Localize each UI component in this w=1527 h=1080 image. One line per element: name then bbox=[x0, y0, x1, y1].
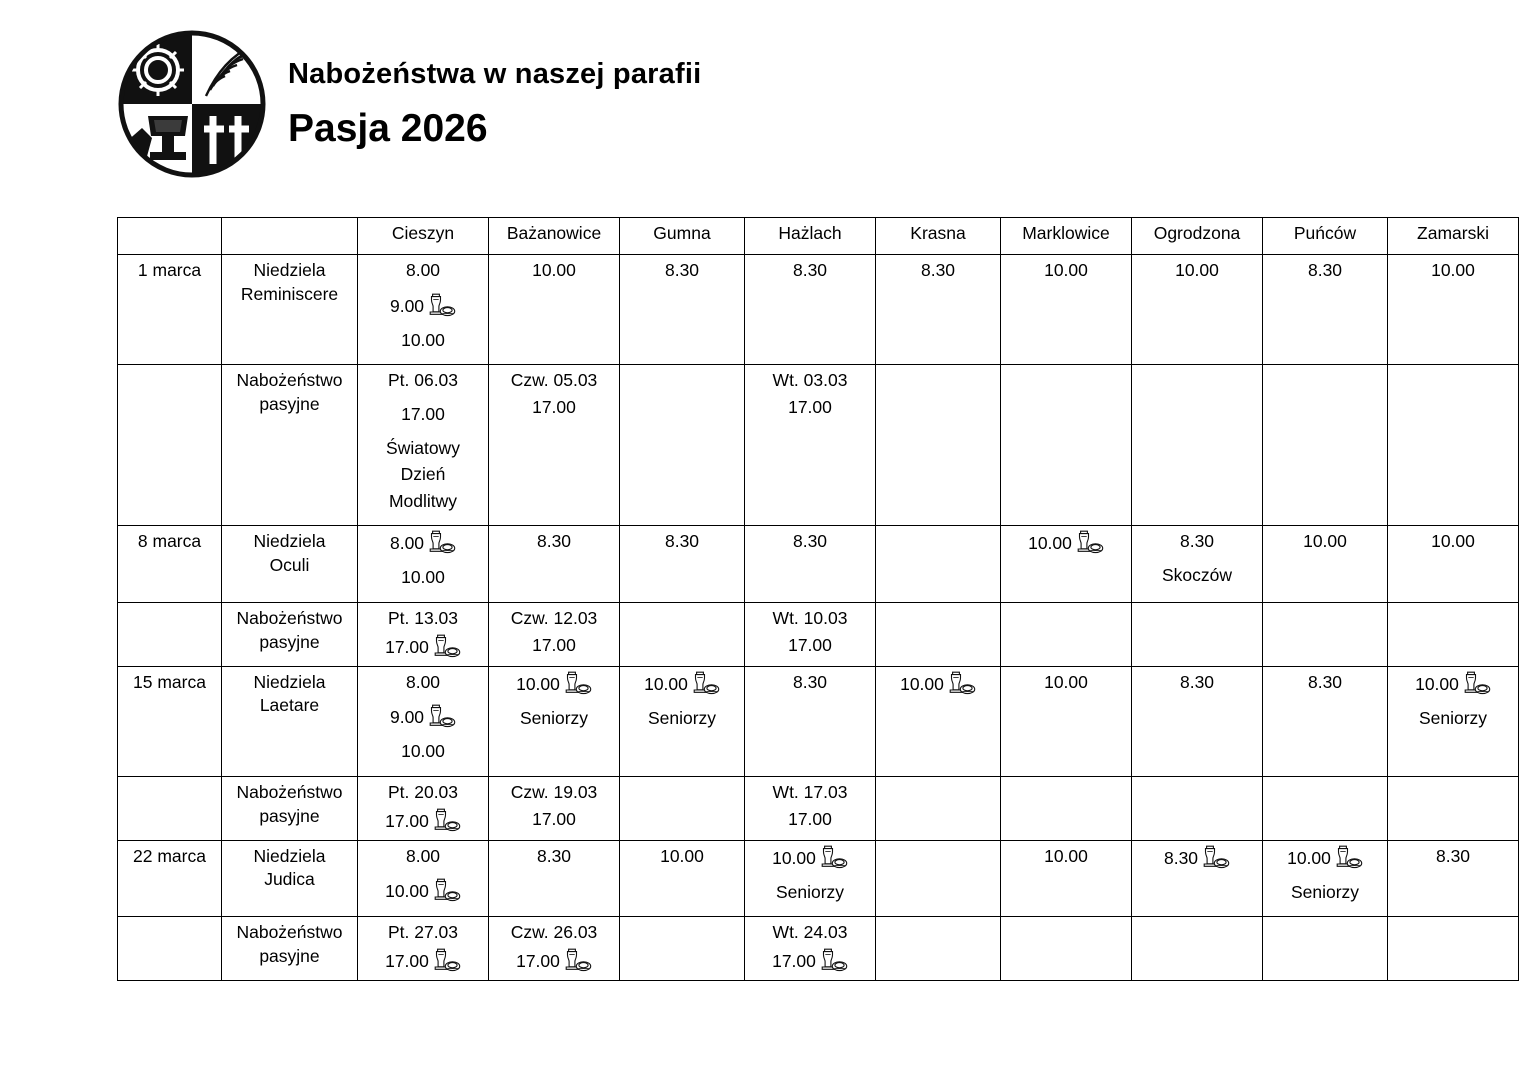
header-cell-marklowice: Marklowice bbox=[1001, 218, 1132, 255]
cell-line: Niedziela bbox=[253, 531, 326, 552]
cell-line bbox=[1390, 845, 1516, 869]
communion-cup-icon bbox=[431, 808, 461, 834]
cell-ogrodzona bbox=[1132, 365, 1263, 526]
cell-line-text: Skoczów bbox=[1161, 565, 1233, 585]
cell-line bbox=[360, 921, 486, 945]
cell-hazlach bbox=[745, 776, 876, 840]
cell-bazanowice bbox=[489, 840, 620, 917]
cell-line bbox=[360, 740, 486, 764]
cell-cieszyn bbox=[358, 917, 489, 981]
cell-line-text: Pt. 27.03 bbox=[387, 922, 459, 943]
page-subtitle: Nabożeństwa w naszej parafii bbox=[288, 58, 702, 91]
cell-date bbox=[118, 603, 222, 667]
cell-line-text: Wt. 17.03 bbox=[772, 781, 848, 802]
communion-cup-icon bbox=[426, 530, 456, 556]
cell-line bbox=[1265, 845, 1385, 871]
cell-line bbox=[491, 781, 617, 805]
communion-cup-icon bbox=[562, 948, 592, 974]
header-cell-gumna: Gumna bbox=[620, 218, 745, 255]
cell-puncow bbox=[1263, 365, 1388, 526]
cell-line-text: 17.00 bbox=[385, 810, 429, 831]
cell-line bbox=[747, 369, 873, 393]
cell-line-text: Pt. 06.03 bbox=[387, 370, 459, 391]
cell-line bbox=[491, 845, 617, 869]
cell-line-text: 10.00 bbox=[532, 260, 576, 280]
cell-cieszyn bbox=[358, 776, 489, 840]
cell-bazanowice bbox=[489, 776, 620, 840]
header-cell-krasna: Krasna bbox=[876, 218, 1001, 255]
cell-marklowice bbox=[1001, 365, 1132, 526]
cell-puncow bbox=[1263, 603, 1388, 667]
cell-line bbox=[1265, 530, 1385, 554]
cell-line bbox=[1134, 530, 1260, 554]
cell-line-text: 17.00 bbox=[788, 808, 832, 829]
cell-date: 15 marca bbox=[118, 666, 222, 776]
cell-line-text: 9.00 bbox=[389, 295, 425, 316]
cell-line: pasyjne bbox=[259, 945, 320, 966]
cell-line-text: 8.30 bbox=[792, 671, 828, 692]
header-cell-kind bbox=[222, 218, 358, 255]
cell-line-text: 8.00 bbox=[405, 260, 441, 280]
cell-line bbox=[1134, 564, 1260, 588]
cell-line bbox=[360, 293, 486, 319]
cell-line bbox=[747, 671, 873, 695]
communion-cup-icon bbox=[426, 704, 456, 730]
cell-line: Reminiscere bbox=[240, 283, 339, 304]
cell-line bbox=[1003, 671, 1129, 695]
communion-cup-icon bbox=[431, 878, 461, 904]
communion-cup-icon bbox=[690, 671, 720, 697]
cell-date bbox=[118, 365, 222, 526]
parish-logo-icon bbox=[118, 30, 266, 178]
cell-gumna bbox=[620, 776, 745, 840]
cell-line bbox=[360, 463, 486, 487]
cell-line bbox=[360, 566, 486, 590]
cell-line-text: 8.30 bbox=[792, 260, 828, 280]
cell-line bbox=[360, 369, 486, 393]
cell-puncow bbox=[1263, 666, 1388, 776]
communion-cup-icon bbox=[818, 948, 848, 974]
header-cell-hazlach: Hażlach bbox=[745, 218, 876, 255]
cell-bazanowice bbox=[489, 917, 620, 981]
cell-line-text: Dzień bbox=[400, 464, 446, 485]
cell-line-text: 10.00 bbox=[1287, 847, 1331, 868]
cell-bazanowice bbox=[489, 526, 620, 603]
cell-line-text: Seniorzy bbox=[1290, 881, 1360, 902]
cell-service-kind bbox=[222, 603, 358, 667]
cell-ogrodzona bbox=[1132, 917, 1263, 981]
cell-hazlach bbox=[745, 526, 876, 603]
cell-line bbox=[878, 259, 998, 283]
cell-line-text: Wt. 03.03 bbox=[772, 370, 848, 391]
table-body bbox=[118, 255, 1519, 981]
cell-line-text: 8.00 bbox=[405, 671, 441, 692]
cell-puncow bbox=[1263, 776, 1388, 840]
cell-line bbox=[491, 707, 617, 731]
cell-line bbox=[360, 671, 486, 695]
cell-service-kind bbox=[222, 840, 358, 917]
cell-hazlach bbox=[745, 666, 876, 776]
cell-line-text: 10.00 bbox=[1431, 531, 1475, 552]
cell-line bbox=[360, 259, 486, 283]
cell-line-text: 10.00 bbox=[1431, 260, 1475, 280]
cell-line bbox=[1265, 881, 1385, 905]
schedule-table bbox=[117, 217, 1519, 981]
cell-line-text: Seniorzy bbox=[775, 881, 845, 902]
cell-hazlach bbox=[745, 840, 876, 917]
cell-ogrodzona bbox=[1132, 255, 1263, 365]
cell-line-text: Wt. 10.03 bbox=[772, 608, 848, 628]
cell-line bbox=[491, 530, 617, 554]
cell-gumna bbox=[620, 255, 745, 365]
cell-line-text: Modlitwy bbox=[388, 490, 458, 511]
cell-line bbox=[747, 259, 873, 283]
cell-line bbox=[360, 634, 486, 660]
cell-line bbox=[747, 948, 873, 974]
cell-service-kind bbox=[222, 365, 358, 526]
communion-cup-icon bbox=[818, 845, 848, 871]
cell-line bbox=[491, 396, 617, 420]
cell-krasna bbox=[876, 917, 1001, 981]
cell-zamarski bbox=[1388, 666, 1519, 776]
cell-line-text: 8.30 bbox=[664, 260, 700, 280]
cell-line-text: 17.00 bbox=[532, 396, 576, 417]
table-row bbox=[118, 365, 1519, 526]
table-row bbox=[118, 776, 1519, 840]
cell-puncow bbox=[1263, 526, 1388, 603]
cell-line bbox=[360, 329, 486, 353]
cell-line bbox=[360, 878, 486, 904]
cell-line bbox=[747, 808, 873, 832]
page-title: Pasja 2026 bbox=[288, 106, 488, 150]
cell-ogrodzona bbox=[1132, 603, 1263, 667]
cell-gumna bbox=[620, 603, 745, 667]
cell-krasna bbox=[876, 526, 1001, 603]
cell-line bbox=[491, 607, 617, 631]
cell-gumna bbox=[620, 666, 745, 776]
communion-cup-icon bbox=[946, 671, 976, 697]
cell-service-kind bbox=[222, 776, 358, 840]
cell-line: Laetare bbox=[259, 695, 320, 716]
table-row bbox=[118, 666, 1519, 776]
cell-line-text: 10.00 bbox=[1175, 260, 1219, 280]
cell-line: Niedziela bbox=[253, 845, 326, 866]
cell-cieszyn bbox=[358, 255, 489, 365]
cell-line-text: 8.30 bbox=[1179, 671, 1215, 692]
cell-line-text: 17.00 bbox=[788, 396, 832, 417]
cell-bazanowice bbox=[489, 255, 620, 365]
cell-ogrodzona bbox=[1132, 776, 1263, 840]
cell-line bbox=[1134, 671, 1260, 695]
cell-line-text: 8.30 bbox=[920, 260, 956, 280]
cell-cieszyn bbox=[358, 840, 489, 917]
communion-cup-icon bbox=[426, 293, 456, 319]
cell-line-text: Czw. 26.03 bbox=[510, 922, 598, 943]
cell-line bbox=[1265, 259, 1385, 283]
table-header-row bbox=[118, 218, 1519, 255]
cell-cieszyn bbox=[358, 603, 489, 667]
cell-krasna bbox=[876, 776, 1001, 840]
cell-line-text: Seniorzy bbox=[1418, 707, 1488, 728]
cell-ogrodzona bbox=[1132, 526, 1263, 603]
communion-cup-icon bbox=[431, 634, 461, 660]
cell-line-text: 17.00 bbox=[385, 950, 429, 971]
communion-cup-icon bbox=[1200, 845, 1230, 871]
cell-line bbox=[360, 403, 486, 427]
cell-bazanowice bbox=[489, 365, 620, 526]
cell-gumna bbox=[620, 917, 745, 981]
cell-line-text: 17.00 bbox=[385, 636, 429, 657]
cell-date: 22 marca bbox=[118, 840, 222, 917]
cell-line-text: 8.30 bbox=[1435, 845, 1471, 866]
cell-line bbox=[622, 530, 742, 554]
cell-service-kind bbox=[222, 666, 358, 776]
cell-line-text: 8.30 bbox=[1163, 847, 1199, 868]
header-cell-ogrodzona: Ogrodzona bbox=[1132, 218, 1263, 255]
cell-line bbox=[747, 530, 873, 554]
cell-line bbox=[878, 671, 998, 697]
page-header bbox=[118, 30, 701, 178]
cell-date bbox=[118, 776, 222, 840]
cell-line bbox=[1265, 671, 1385, 695]
cell-line: Nabożeństwo bbox=[236, 608, 343, 628]
cell-marklowice bbox=[1001, 526, 1132, 603]
cell-line bbox=[747, 396, 873, 420]
header-cell-date bbox=[118, 218, 222, 255]
cell-line bbox=[1390, 671, 1516, 697]
cell-line bbox=[360, 808, 486, 834]
cell-krasna bbox=[876, 255, 1001, 365]
cell-date: 8 marca bbox=[118, 526, 222, 603]
cell-line bbox=[747, 607, 873, 631]
cell-line-text: 10.00 bbox=[401, 741, 445, 762]
cell-puncow bbox=[1263, 917, 1388, 981]
cell-line bbox=[360, 530, 486, 556]
cell-marklowice bbox=[1001, 603, 1132, 667]
cell-line-text: 10.00 bbox=[385, 881, 429, 902]
cell-marklowice bbox=[1001, 666, 1132, 776]
cell-line bbox=[491, 948, 617, 974]
cell-line-text: 8.30 bbox=[536, 531, 572, 552]
cell-line-text: 10.00 bbox=[900, 673, 944, 694]
table-header bbox=[118, 218, 1519, 255]
table-row bbox=[118, 917, 1519, 981]
cell-line-text: 8.30 bbox=[792, 531, 828, 552]
cell-line-text: 10.00 bbox=[1044, 260, 1088, 280]
cell-cieszyn bbox=[358, 365, 489, 526]
cell-line-text: Czw. 05.03 bbox=[510, 370, 598, 391]
cell-line bbox=[491, 369, 617, 393]
cell-line bbox=[622, 707, 742, 731]
cell-line-text: 10.00 bbox=[401, 567, 445, 588]
communion-cup-icon bbox=[431, 948, 461, 974]
cell-line-text: 10.00 bbox=[401, 329, 445, 350]
cell-line-text: 17.00 bbox=[532, 634, 576, 655]
cell-line bbox=[360, 607, 486, 631]
cell-line bbox=[747, 881, 873, 905]
cell-hazlach bbox=[745, 255, 876, 365]
cell-service-kind bbox=[222, 526, 358, 603]
cell-line-text: 10.00 bbox=[1303, 531, 1347, 552]
cell-line-text: 10.00 bbox=[772, 847, 816, 868]
cell-marklowice bbox=[1001, 917, 1132, 981]
cell-line-text: 17.00 bbox=[532, 808, 576, 829]
cell-line bbox=[1390, 259, 1516, 283]
cell-line: Niedziela bbox=[253, 260, 326, 280]
cell-service-kind bbox=[222, 917, 358, 981]
cell-line-text: 10.00 bbox=[1028, 533, 1072, 554]
cell-hazlach bbox=[745, 917, 876, 981]
cell-line-text: Pt. 13.03 bbox=[387, 608, 459, 628]
cell-krasna bbox=[876, 840, 1001, 917]
cell-line-text: Wt. 24.03 bbox=[772, 922, 848, 943]
cell-cieszyn bbox=[358, 526, 489, 603]
cell-line-text: 17.00 bbox=[772, 950, 816, 971]
cell-line-text: 10.00 bbox=[516, 673, 560, 694]
cell-line-text: Seniorzy bbox=[647, 707, 717, 728]
cell-krasna bbox=[876, 666, 1001, 776]
cell-line bbox=[1390, 707, 1516, 731]
cell-line-text: 10.00 bbox=[644, 673, 688, 694]
cell-line bbox=[491, 634, 617, 658]
cell-bazanowice bbox=[489, 603, 620, 667]
cell-line-text: 8.30 bbox=[1179, 531, 1215, 552]
cell-line bbox=[360, 781, 486, 805]
cell-line-text: 17.00 bbox=[788, 634, 832, 655]
cell-line bbox=[491, 808, 617, 832]
cell-line-text: 8.30 bbox=[1307, 671, 1343, 692]
cell-line bbox=[1003, 845, 1129, 869]
cell-hazlach bbox=[745, 603, 876, 667]
cell-gumna bbox=[620, 526, 745, 603]
cell-line bbox=[747, 634, 873, 658]
cell-service-kind bbox=[222, 255, 358, 365]
cell-line bbox=[1134, 845, 1260, 871]
communion-cup-icon bbox=[1074, 530, 1104, 556]
cell-line-text: Światowy bbox=[386, 437, 460, 458]
cell-line-text: 8.00 bbox=[389, 533, 425, 554]
cell-line bbox=[491, 921, 617, 945]
header-cell-zamarski: Zamarski bbox=[1388, 218, 1519, 255]
cell-date: 1 marca bbox=[118, 255, 222, 365]
cell-line: Niedziela bbox=[253, 671, 326, 692]
schedule-table-wrapper bbox=[117, 217, 1489, 981]
cell-zamarski bbox=[1388, 526, 1519, 603]
cell-line-text: Pt. 20.03 bbox=[387, 781, 459, 802]
cell-line: pasyjne bbox=[259, 631, 320, 652]
cell-line-text: 10.00 bbox=[1044, 671, 1088, 692]
communion-cup-icon bbox=[562, 671, 592, 697]
table-row bbox=[118, 526, 1519, 603]
cell-gumna bbox=[620, 365, 745, 526]
cell-line-text: 10.00 bbox=[1415, 673, 1459, 694]
cell-line-text: 8.30 bbox=[664, 531, 700, 552]
cell-line-text: 17.00 bbox=[401, 403, 445, 424]
communion-cup-icon bbox=[1461, 671, 1491, 697]
cell-line-text: 8.30 bbox=[1307, 260, 1343, 280]
cell-puncow bbox=[1263, 255, 1388, 365]
table-row bbox=[118, 840, 1519, 917]
cell-hazlach bbox=[745, 365, 876, 526]
cell-line bbox=[360, 490, 486, 514]
cell-marklowice bbox=[1001, 840, 1132, 917]
cell-line-text: 10.00 bbox=[1044, 845, 1088, 866]
cell-zamarski bbox=[1388, 603, 1519, 667]
table-row bbox=[118, 255, 1519, 365]
cell-zamarski bbox=[1388, 365, 1519, 526]
cell-line bbox=[1134, 259, 1260, 283]
communion-cup-icon bbox=[1333, 845, 1363, 871]
cell-krasna bbox=[876, 365, 1001, 526]
cell-bazanowice bbox=[489, 666, 620, 776]
cell-line bbox=[360, 437, 486, 461]
cell-line: Nabożeństwo bbox=[236, 781, 343, 802]
cell-line bbox=[747, 781, 873, 805]
cell-zamarski bbox=[1388, 776, 1519, 840]
cell-line-text: 9.00 bbox=[389, 707, 425, 728]
cell-line bbox=[491, 259, 617, 283]
cell-line bbox=[622, 845, 742, 869]
header-cell-bazanowice: Bażanowice bbox=[489, 218, 620, 255]
cell-line bbox=[491, 671, 617, 697]
cell-zamarski bbox=[1388, 255, 1519, 365]
cell-line: Judica bbox=[264, 869, 315, 890]
cell-puncow bbox=[1263, 840, 1388, 917]
cell-line-text: Seniorzy bbox=[519, 707, 589, 728]
cell-line bbox=[747, 921, 873, 945]
cell-line-text: 10.00 bbox=[660, 845, 704, 866]
cell-line bbox=[622, 259, 742, 283]
cell-line-text: 8.30 bbox=[536, 845, 572, 866]
table-row bbox=[118, 603, 1519, 667]
cell-date bbox=[118, 917, 222, 981]
cell-krasna bbox=[876, 603, 1001, 667]
cell-ogrodzona bbox=[1132, 666, 1263, 776]
cell-line-text: Czw. 19.03 bbox=[510, 781, 598, 802]
cell-ogrodzona bbox=[1132, 840, 1263, 917]
cell-line: pasyjne bbox=[259, 805, 320, 826]
cell-gumna bbox=[620, 840, 745, 917]
cell-line-text: 17.00 bbox=[516, 950, 560, 971]
header-cell-cieszyn: Cieszyn bbox=[358, 218, 489, 255]
cell-line bbox=[1390, 530, 1516, 554]
cell-line-text: 8.00 bbox=[405, 845, 441, 866]
cell-line: Oculi bbox=[269, 555, 310, 575]
cell-cieszyn bbox=[358, 666, 489, 776]
cell-marklowice bbox=[1001, 776, 1132, 840]
cell-zamarski bbox=[1388, 917, 1519, 981]
cell-line bbox=[360, 845, 486, 869]
cell-line: Nabożeństwo bbox=[236, 370, 343, 391]
cell-line: Nabożeństwo bbox=[236, 922, 343, 943]
cell-line bbox=[360, 948, 486, 974]
cell-line bbox=[622, 671, 742, 697]
cell-line bbox=[747, 845, 873, 871]
cell-line bbox=[1003, 259, 1129, 283]
cell-line bbox=[360, 704, 486, 730]
cell-zamarski bbox=[1388, 840, 1519, 917]
header-cell-puncow: Puńców bbox=[1263, 218, 1388, 255]
cell-marklowice bbox=[1001, 255, 1132, 365]
cell-line-text: Czw. 12.03 bbox=[510, 608, 598, 628]
cell-line bbox=[1003, 530, 1129, 556]
cell-line: pasyjne bbox=[259, 393, 320, 414]
